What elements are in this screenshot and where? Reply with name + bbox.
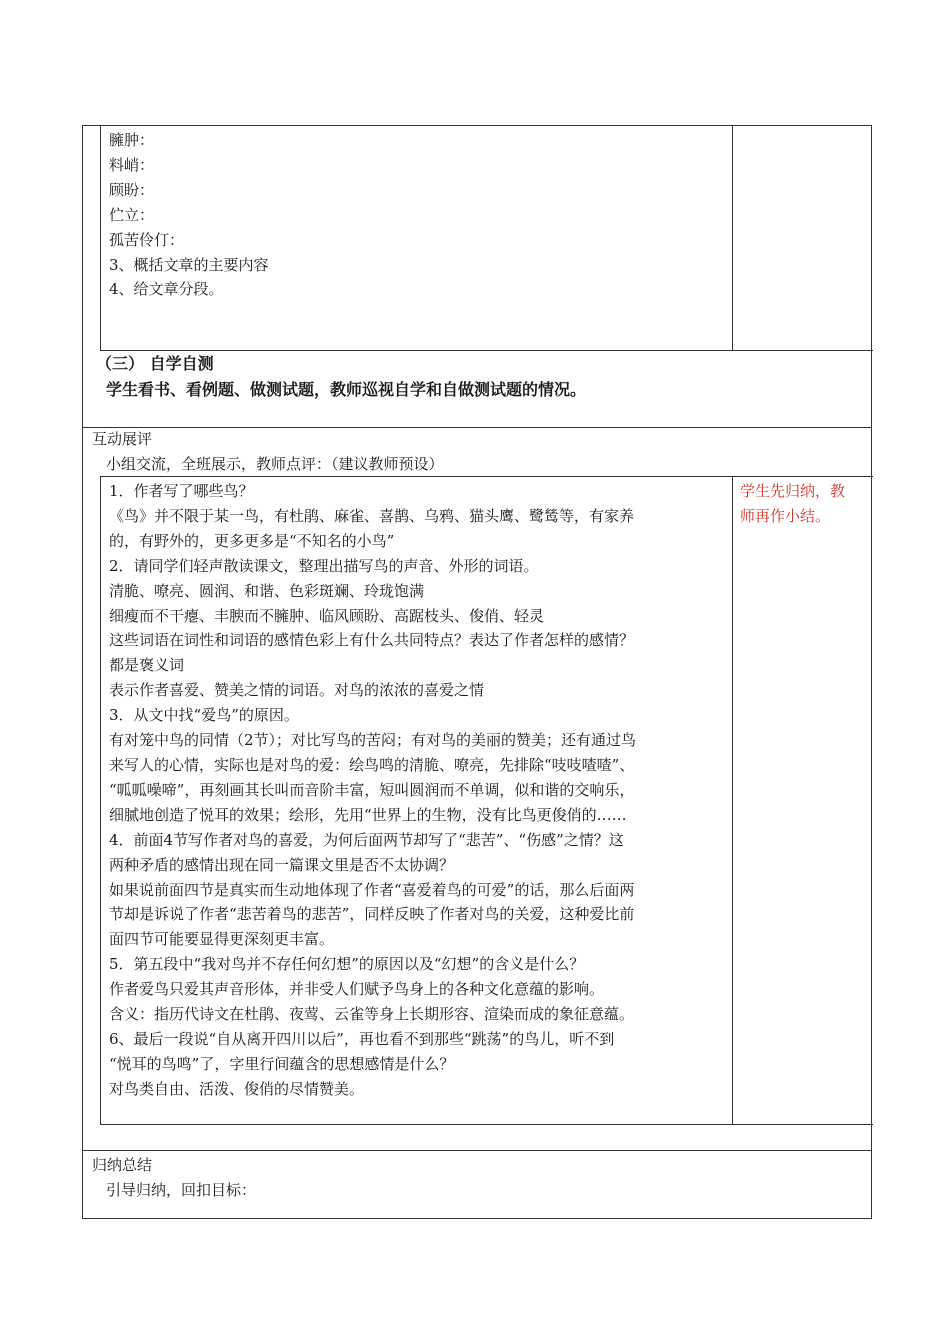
text-line: 2．请同学们轻声散读课文，整理出描写鸟的声音、外形的词语。 — [109, 556, 539, 575]
text-line: 的，有野外的，更多更多是“不知名的小鸟” — [109, 531, 395, 550]
vocab-item: 顾盼： — [109, 180, 155, 199]
text-line: 两种矛盾的感情出现在同一篇课文里是否不太协调？ — [109, 855, 455, 874]
text-line: 4．前面4节写作者对鸟的喜爱，为何后面两节却写了“悲苦”、“伤感”之情？这 — [109, 830, 624, 849]
section-instruction: 学生看书、看例题、做测试题，教师巡视自学和自做测试题的情况。 — [106, 380, 587, 399]
divider — [83, 427, 871, 428]
section-title: 互动展评 — [92, 430, 153, 448]
vocab-item: 臃肿： — [109, 131, 155, 149]
summary-title: 归纳总结 — [92, 1156, 153, 1174]
vocab-list — [109, 128, 269, 302]
text-line: 来写人的心情，实际也是对鸟的爱：绘鸟鸣的清脆、嘹亮，先排除“吱吱喳喳”、 — [109, 755, 635, 774]
text-line: 有对笼中鸟的同情（2节）；对比写鸟的苦闷；有对鸟的美丽的赞美；还有通过鸟 — [109, 731, 637, 750]
task-item: 4、给文章分段。 — [109, 280, 224, 299]
divider — [83, 1150, 871, 1151]
task-item: 3、概括文章的主要内容 — [109, 255, 269, 274]
text-line: 5．第五段中“我对鸟并不存任何幻想”的原因以及“幻想”的含义是什么？ — [109, 955, 585, 974]
text-line: 表示作者喜爱、赞美之情的词语。对鸟的浓浓的喜爱之情 — [109, 681, 485, 700]
vocab-item: 孤苦伶仃： — [109, 230, 185, 249]
vocab-side-cell — [732, 126, 873, 351]
text-line: 面四节可能要显得更深刻更丰富。 — [109, 930, 335, 949]
text-line: 清脆、嘹亮、圆润、和谐、色彩斑斓、玲珑饱满 — [109, 581, 425, 600]
text-line: “悦耳的鸟鸣”了，字里行间蕴含的思想感情是什么？ — [109, 1054, 455, 1073]
text-line: 1．作者写了哪些鸟？ — [109, 482, 254, 500]
text-line: 这些词语在词性和词语的感情色彩上有什么共同特点？表达了作者怎样的感情？ — [109, 631, 635, 650]
vocab-item: 伫立： — [109, 205, 155, 224]
text-line: 节却是诉说了作者“悲苦着鸟的悲苦”，同样反映了作者对鸟的关爱，这种爱比前 — [109, 905, 635, 924]
note-line: 学生先归纳，教 — [740, 482, 846, 500]
note-line: 师再作小结。 — [740, 506, 831, 525]
text-line: 6、最后一段说“自从离开四川以后”，再也看不到那些“跳荡”的鸟儿，听不到 — [109, 1029, 615, 1048]
text-line: 如果说前面四节是真实而生动地体现了作者“喜爱着鸟的可爱”的话，那么后面两 — [109, 880, 635, 899]
section-subtitle: 小组交流，全班展示，教师点评：（建议教师预设） — [106, 455, 444, 473]
teacher-note — [740, 479, 845, 529]
text-line: 含义：指历代诗文在杜鹃、夜莺、云雀等身上长期形容、渲染而成的象征意蕴。 — [109, 1005, 635, 1024]
discussion-side-cell — [732, 476, 873, 1125]
text-line: “呱呱噪啼”，再刻画其长叫而音阶丰富，短叫圆润而不单调，似和谐的交响乐， — [109, 780, 635, 799]
text-line: 作者爱鸟只爱其声音形体，并非受人们赋予鸟身上的各种文化意蕴的影响。 — [109, 980, 605, 999]
summary-subtitle: 引导归纳，回扣目标： — [106, 1181, 257, 1199]
text-line: 都是褒义词 — [109, 656, 185, 675]
discussion-text — [109, 479, 636, 1102]
text-line: 细瘦而不干瘪、丰腴而不臃肿、临风顾盼、高踞枝头、俊俏、轻灵 — [109, 606, 545, 625]
section-heading: （三） 自学自测 — [96, 354, 214, 373]
text-line: 细腻地创造了悦耳的效果；绘形，先用“世界上的生物，没有比鸟更俊俏的…… — [109, 805, 627, 824]
text-line: 《鸟》并不限于某一鸟，有杜鹃、麻雀、喜鹊、乌鸦、猫头鹰、鹭鸶等，有家养 — [109, 506, 635, 525]
vocab-item: 料峭： — [109, 155, 155, 174]
text-line: 对鸟类自由、活泼、俊俏的尽情赞美。 — [109, 1079, 365, 1098]
text-line: 3．从文中找“爱鸟”的原因。 — [109, 706, 299, 725]
